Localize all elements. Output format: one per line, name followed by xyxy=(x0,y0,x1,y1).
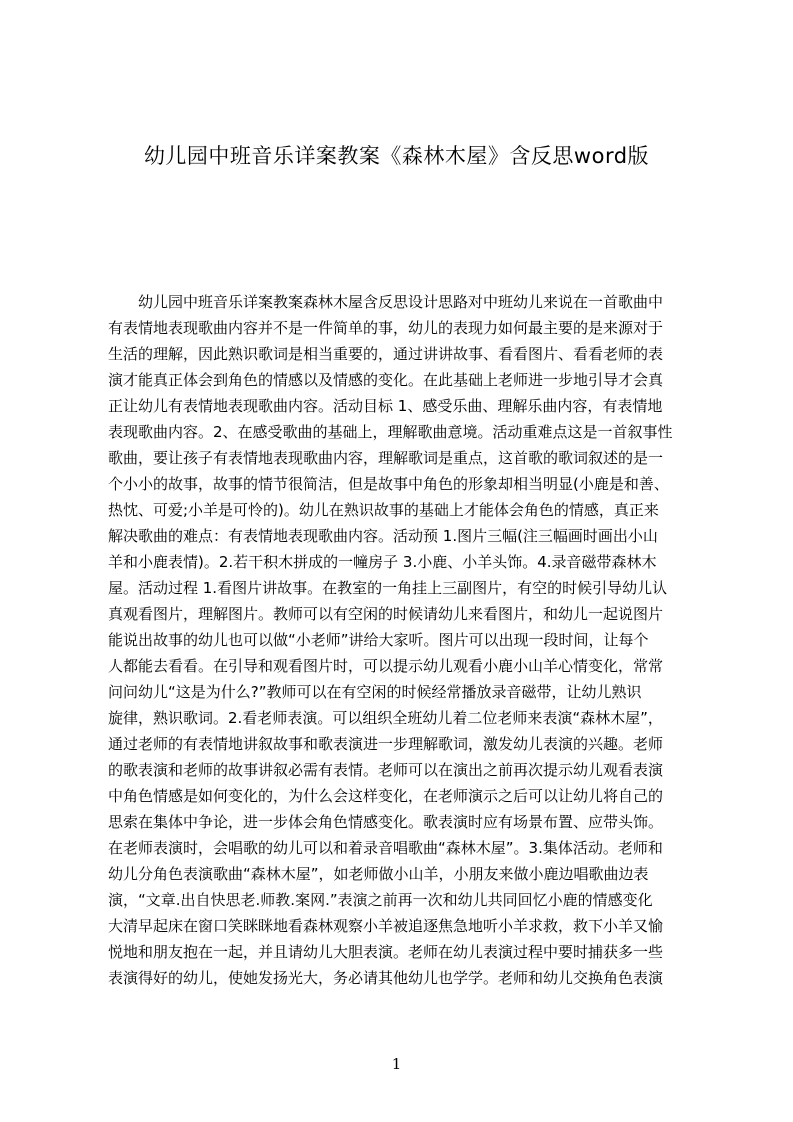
text-line: 个小小的故事，故事的情节很简洁，但是故事中角色的形象却相当明显(小鹿是和善、 xyxy=(108,475,669,493)
text-line: 演才能真正体会到角色的情感以及情感的变化。在此基础上老师进一步地引导才会真 xyxy=(108,371,664,389)
text-line: 歌曲，要让孩子有表情地表现歌曲内容，理解歌词是重点，这首歌的歌词叙述的是一 xyxy=(108,449,664,467)
text-line: 能说出故事的幼儿也可以做“小老师”讲给大家听。图片可以出现一段时间，让每个 xyxy=(108,631,649,649)
text-line: 幼儿分角色表演歌曲“森林木屋”，如老师做小山羊，小朋友来做小鹿边唱歌曲边表 xyxy=(108,865,649,883)
text-line: 悦地和朋友抱在一起，并且请幼儿大胆表演。老师在幼儿表演过程中要时捕获多一些 xyxy=(108,943,664,961)
text-line: 思索在集体中争论，进一步体会角色情感变化。歌表演时应有场景布置、应带头饰。 xyxy=(108,813,664,831)
text-line: 旋律，熟识歌词。2.看老师表演。可以组织全班幼儿着二位老师来表演“森林木屋”， xyxy=(108,709,663,727)
text-line: 生活的理解，因此熟识歌词是相当重要的，通过讲讲故事、看看图片、看看老师的表 xyxy=(108,345,664,363)
text-line: 大清早起床在窗口笑眯眯地看森林观察小羊被追逐焦急地听小羊求救，救下小羊又愉 xyxy=(108,917,664,935)
text-line: 屋。活动过程 1.看图片讲故事。在教室的一角挂上三副图片，有空的时候引导幼儿认 xyxy=(108,579,668,597)
text-line: 问问幼儿“这是为什么?”教师可以在有空闲的时候经常播放录音磁带，让幼儿熟识 xyxy=(108,683,642,701)
text-line: 表演得好的幼儿，使她发扬光大，务必请其他幼儿也学学。老师和幼儿交换角色表演 xyxy=(108,969,664,987)
document-title: 幼儿园中班音乐详案教案《森林木屋》含反思word版 xyxy=(143,144,650,168)
text-line: 热忱、可爱;小羊是可怜的)。幼儿在熟识故事的基础上才能体会角色的情感，真正来 xyxy=(108,501,659,519)
text-line: 表现歌曲内容。2、在感受歌曲的基础上，理解歌曲意境。活动重难点这是一首叙事性 xyxy=(108,423,673,441)
text-line: 的歌表演和老师的故事讲叙必需有表情。老师可以在演出之前再次提示幼儿观看表演 xyxy=(108,761,664,779)
text-line: 演，“文章.出自快思老.师教.案网.”表演之前再一次和幼儿共同回忆小鹿的情感变化 xyxy=(108,891,653,909)
text-line: 真观看图片，理解图片。教师可以有空闲的时候请幼儿来看图片，和幼儿一起说图片 xyxy=(108,605,664,623)
text-line: 通过老师的有表情地讲叙故事和歌表演进一步理解歌词，激发幼儿表演的兴趣。老师 xyxy=(108,735,664,753)
text-line: 有表情地表现歌曲内容并不是一件简单的事，幼儿的表现力如何最主要的是来源对于 xyxy=(108,319,664,337)
body-text xyxy=(108,289,700,991)
text-line: 羊和小鹿表情)。2.若干积木拼成的一幢房子 3.小鹿、小羊头饰。4.录音磁带森林木 xyxy=(108,553,657,571)
text-line: 中角色情感是如何变化的，为什么会这样变化，在老师演示之后可以让幼儿将自己的 xyxy=(108,787,664,805)
page-number: 1 xyxy=(391,1055,402,1073)
text-line: 解决歌曲的难点：有表情地表现歌曲内容。活动预 1.图片三幅(注三幅画时画出小山 xyxy=(108,527,658,545)
text-line: 在老师表演时，会唱歌的幼儿可以和着录音唱歌曲“森林木屋”。3.集体活动。老师和 xyxy=(108,839,663,857)
text-line: 正让幼儿有表情地表现歌曲内容。活动目标 1、感受乐曲、理解乐曲内容，有表情地 xyxy=(108,397,663,415)
text-line: 幼儿园中班音乐详案教案森林木屋含反思设计思路对中班幼儿来说在一首歌曲中 xyxy=(108,293,664,311)
text-line: 人都能去看看。在引导和观看图片时，可以提示幼儿观看小鹿小山羊心情变化，常常 xyxy=(108,657,664,675)
